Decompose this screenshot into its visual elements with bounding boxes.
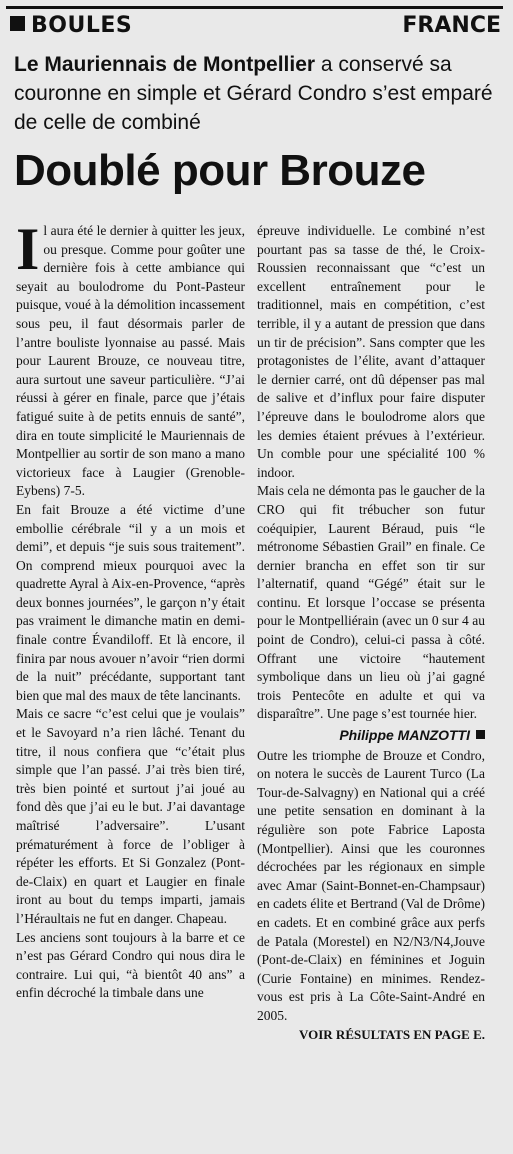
paragraph-text: l aura été le dernier à quitter les jeux, ou presque. Comme pour goûter une dernière fois à cette ambiance qui seyait au boulodrome du Pont-Pasteur puisque, voué à la démolition incassement sous peu, il faut désormais parler de l’antre bouliste lyonnaise au passé. Mais pour Laurent Brouze, ce nouveau titre, aura surtout une saveur particulière. “J’ai réussi à gérer en finale, parce que j’étais fatigué suite à de petits ennuis de santé”, dira en toute simplicité le Mauriennais de Montpellier au sortir de son mano a mano victorieux face à Laugier (Grenoble-Eybens) 7-5. (16, 223, 245, 499)
square-bullet-icon (10, 16, 25, 31)
column-2 (257, 222, 485, 1044)
author-signature (257, 726, 485, 745)
paragraph: Outre les triomphe de Brouze et Condro, on notera le succès de Laurent Turco (La Tour-de-Salvagny) en National qui a créé une petite sensation en dominant à la régulière son pote Fabrice Laposta (Montpellier). Ainsi que les couronnes décrochées par les régionaux en simple avec Amar (Saint-Bonnet-en-Champsaur) en cadets élite et Bertrand (Val de Drôme) en cadets. Et en combiné grâce aux perfs de Patala (Morestel) en N2/N3/N4,Jouve (Pont-de-Claix) en féminines et Joguin (Curie Fontaine) en minimes. Rendez-vous est pris à La Côte-Saint-André en 2005. (257, 747, 485, 1023)
column-1 (16, 216, 245, 1003)
headline-part1: Le Mauriennais de Montpellier (14, 53, 316, 76)
headline (14, 50, 504, 137)
article-title: Doublé pour Brouze (14, 146, 426, 195)
paragraph: Mais cela ne démonta pas le gaucher de la CRO qui fit trébucher son futur coéquipier, Laurent Béraud, puis “le métronome Sébastien Grail” en finale. Ce dernier brancha en effet son tir sur l’alternatif, quand “Gégé” était sur le continu. Et lorsque l’occase se présenta pour le Montpelliérain (avec un 0 sur 4 au point de Condro), celui-ci passa à côté. Offrant une victoire “hautement symbolique dans un lieu où j’ai gagné trois Pentecôte en adulte et qui va disparaître”. Une page s’est tournée hier. (257, 483, 485, 722)
end-square-icon (476, 730, 485, 739)
drop-cap: I (16, 216, 40, 282)
paragraph: Les anciens sont toujours à la barre et ce n’est pas Gérard Condro qui nous dira le contraire. Lui qui, “à bientôt 40 ans” a enfin décroché la timbale dans une (16, 929, 245, 1001)
section-label (10, 13, 132, 38)
section-left-text: BOULES (31, 13, 133, 38)
section-header (6, 6, 503, 43)
paragraph: En fait Brouze a été victime d’une embollie cérébrale “il y a un mois et demi”, et depuis “je suis sous traitement”. On comprend mieux pourquoi avec la quadrette Ayral à Aix-en-Provence, “après deux bonnes journées”, le garçon n’y était pas vraiment le dimanche matin en demi-finale contre Évandiloff. Et là encore, il finira par nous avouer n’avoir “rien dormi de la nuit” précédante, supportant tant bien que mal des maux de tête lancinants. (16, 501, 245, 703)
paragraph: Mais ce sacre “c’est celui que je voulais” et le Savoyard n’a rien lâché. Tenant du titre, il nous confiera que “c’était plus simple que l’an passé. J’ai très bien tiré, très bien pointé et surtout j’ai joué au fond dès que j’ai eu le but. J’ai davantage maîtrisé l’adversaire”. L’usant prématurément à force de l’obliger à répéter les efforts. Et Si Gonzalez (Pont-de-Claix) en quart et Laugier en finale iront au bout du temps imparti, jamais l’Héraultais ne fut en danger. Chapeau. (16, 706, 245, 926)
results-reference: VOIR RÉSULTATS EN PAGE E. (299, 1026, 485, 1042)
author-name: Philippe MANZOTTI (339, 727, 470, 744)
section-region: FRANCE (402, 13, 501, 38)
paragraph: épreuve individuelle. Le combiné n’est pourtant pas sa tasse de thé, le Croix-Roussien reconnaissant que “c’est un excellent entraînement pour le traditionnel, mais en compétition, c’est terrible, il y a autant de pression que dans un tir de précision”. Sans compter que les protagonistes de l’élite, avant d’attaquer le dernier carré, ont dû dépenser pas mal de salive et d’influx pour faire disputer l’épreuve dans le boulodrome alors que les demies étaient prévues à l’extérieur. Un comble pour une spécialité 100 % indoor. (257, 223, 485, 480)
headline-part2: a conservé sa couronne en simple et Gérard Condro s’est emparé de celle de combiné (14, 53, 493, 134)
paragraph (16, 216, 245, 501)
